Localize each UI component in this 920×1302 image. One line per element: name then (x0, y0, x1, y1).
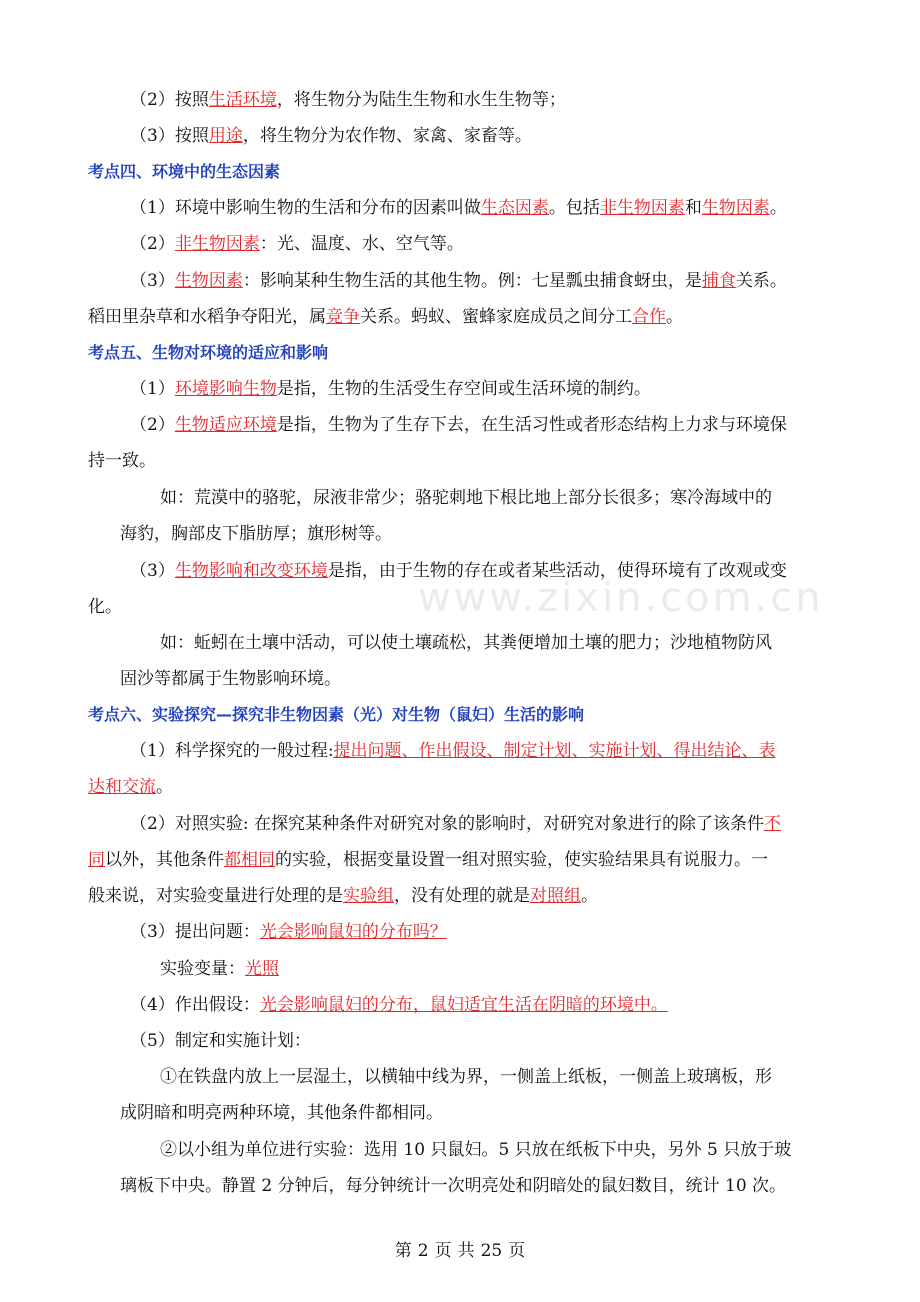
answer: 实验组 (343, 886, 394, 906)
answer: 生物影响和改变环境 (174, 561, 328, 581)
answer: 光照 (245, 959, 279, 979)
answer: 合作 (632, 307, 666, 327)
text-line: 化。 (88, 597, 122, 617)
answer: 生态因素 (480, 198, 549, 218)
text-line: （1）环境影响生物是指，生物的生活受生存空间或生活环境的制约。 (130, 379, 651, 399)
current-page-number: 2 (417, 1241, 429, 1261)
text-line: （1）科学探究的一般过程:提出问题、作出假设、制定计划、实施计划、得出结论、表 (130, 741, 776, 761)
answer: 同 (88, 850, 105, 870)
text-line: （2）生物适应环境是指，生物为了生存下去，在生活习性或者形态结构上力求与环境保 (130, 415, 787, 435)
answer: 光会影响鼠妇的分布，鼠妇适宜生活在阴暗的环境中。 (259, 995, 668, 1015)
section-heading: 考点五、生物对环境的适应和影响 (88, 343, 329, 362)
answer: 非生物因素 (599, 198, 685, 218)
page-footer: 第 2 页 共 25 页 (394, 1241, 526, 1261)
section-heading: 考点四、环境中的生态因素 (88, 162, 281, 181)
text-line: 如：荒漠中的骆驼，尿液非常少；骆驼刺地下根比地上部分长很多；寒冷海域中的 (160, 488, 772, 508)
text-line: 达和交流。 (88, 777, 173, 797)
total-pages: 25 (480, 1241, 503, 1261)
text-line: 如：蚯蚓在土壤中活动，可以使土壤疏松，其粪便增加土壤的肥力；沙地植物防风 (160, 633, 772, 653)
answer: 生物因素 (174, 271, 243, 291)
text-line: 稻田里杂草和水稻争夺阳光，属竞争关系。蚂蚁、蜜蜂家庭成员之间分工合作。 (88, 307, 683, 327)
answer: 不 (763, 814, 781, 834)
text-line: （3）生物影响和改变环境是指，由于生物的存在或者某些活动，使得环境有了改观或变 (130, 561, 787, 581)
text-line: 成阴暗和明亮两种环境，其他条件都相同。 (120, 1103, 443, 1123)
text-line: （1）环境中影响生物的生活和分布的因素叫做生态因素。包括非生物因素和生物因素。 (130, 198, 787, 218)
text-line: 持一致。 (88, 451, 156, 471)
answer: 环境影响生物 (174, 379, 277, 399)
text-line: 同以外，其他条件都相同的实验，根据变量设置一组对照实验，使实验结果具有说服力。一 (88, 850, 768, 870)
answer: 生活环境 (208, 90, 277, 110)
text-line: （2）按照生活环境，将生物分为陆生生物和水生生物等； (130, 90, 566, 110)
answer: 光会影响鼠妇的分布吗？ (259, 922, 447, 942)
answer: 竞争 (326, 307, 360, 327)
text-line: （2）对照实验: 在探究某种条件对研究对象的影响时，对研究对象进行的除了该条件不 (130, 814, 781, 834)
text-line: 般来说，对实验变量进行处理的是实验组，没有处理的就是对照组。 (88, 886, 598, 906)
answer: 都相同 (224, 850, 275, 870)
text-line: 海豹，胸部皮下脂肪厚；旗形树等。 (120, 524, 392, 544)
text-line: 璃板下中央。静置 2 分钟后，每分钟统计一次明亮处和阴暗处的鼠妇数目，统计 10 次。 (120, 1176, 787, 1196)
watermark: www.zixin.com.cn (418, 575, 824, 621)
section-heading: 考点六、实验探究—探究非生物因素（光）对生物（鼠妇）生活的影响 (88, 705, 585, 724)
answer: 用途 (208, 126, 243, 146)
answer: 捕食 (701, 271, 736, 291)
text-line: 实验变量：光照 (160, 959, 279, 979)
answer: 生物适应环境 (174, 415, 277, 435)
answer: 生物因素 (701, 198, 770, 218)
answer: 对照组 (530, 886, 581, 906)
text-line: ①在铁盘内放上一层湿土，以横轴中线为界，一侧盖上纸板，一侧盖上玻璃板，形 (160, 1067, 772, 1087)
text-line: 固沙等都属于生物影响环境。 (120, 669, 341, 689)
text-line: （2）非生物因素：光、温度、水、空气等。 (130, 234, 464, 254)
text-line: （5）制定和实施计划： (130, 1031, 311, 1051)
answer: 非生物因素 (174, 234, 260, 254)
answer: 达和交流 (88, 777, 156, 797)
text-line: （3）提出问题：光会影响鼠妇的分布吗？ (130, 922, 447, 942)
text-line: （3）生物因素：影响某种生物生活的其他生物。例：七星瓢虫捕食蚜虫，是捕食关系。 (130, 271, 787, 291)
answer: 提出问题、作出假设、制定计划、实施计划、得出结论、表 (333, 741, 776, 761)
text-line: （3）按照用途，将生物分为农作物、家禽、家畜等。 (130, 126, 532, 146)
text-line: ②以小组为单位进行实验：选用 10 只鼠妇。5 只放在纸板下中央，另外 5 只放于玻 (160, 1140, 792, 1160)
text-line: （4）作出假设：光会影响鼠妇的分布，鼠妇适宜生活在阴暗的环境中。 (130, 995, 668, 1015)
